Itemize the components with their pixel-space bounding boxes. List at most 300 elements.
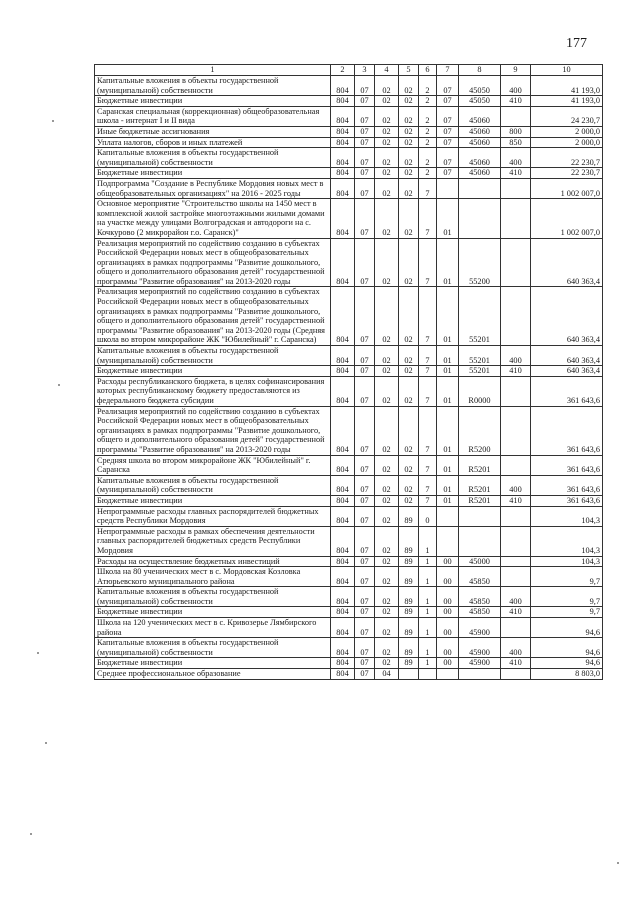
col-4: 02 [375,346,399,366]
col-9: 400 [501,638,531,658]
col-10-sum: 1 002 007,0 [531,178,603,198]
table-row [95,638,603,658]
col-5: 02 [399,346,419,366]
col-9 [501,526,531,556]
row-name: Реализация мероприятий по содействию созданию в субъектах Российской Федерации новых мест в общеобразовательных организациях в рамках подпрограммы "Развитие дошкольного, общего и дополнительного образования детей" государственной программы "Развитие образования" на 2013-2020 годы (Средняя школа во втором микрорайоне ЖК "Юбилейный" г. Саранска) [95,287,331,346]
col-8: 45050 [459,96,501,107]
col-7: 01 [437,475,459,495]
table-row [95,148,603,168]
col-9: 410 [501,607,531,618]
col-8: 45060 [459,148,501,168]
col-6: 1 [419,567,437,587]
row-name: Бюджетные инвестиции [95,495,331,506]
col-4: 02 [375,406,399,455]
row-name: Капитальные вложения в объекты государственной (муниципальной) собственности [95,475,331,495]
col-7 [437,526,459,556]
col-5: 02 [399,137,419,148]
col-2: 804 [331,137,355,148]
col-4: 02 [375,376,399,406]
row-name: Реализация мероприятий по содействию созданию в субъектах Российской Федерации новых мест в общеобразовательных организациях в рамках подпрограммы "Развитие дошкольного, общего и дополнительного образования детей" государственной программы "Развитие образования" на 2013-2020 годы [95,238,331,287]
col-7 [437,506,459,526]
col-8: 45060 [459,137,501,148]
col-10-sum: 1 002 007,0 [531,199,603,238]
col-9 [501,238,531,287]
col-10-sum: 104,3 [531,526,603,556]
col-10-sum: 640 363,4 [531,346,603,366]
col-3: 07 [355,607,375,618]
col-5: 02 [399,126,419,137]
table-row [95,658,603,669]
table-row [95,669,603,680]
col-10-sum: 9,7 [531,567,603,587]
col-3: 07 [355,346,375,366]
col-9 [501,199,531,238]
col-4: 02 [375,199,399,238]
table-row [95,366,603,377]
col-3: 07 [355,506,375,526]
col-2: 804 [331,587,355,607]
col-5: 89 [399,618,419,638]
col-6: 2 [419,96,437,107]
col-8: 45850 [459,587,501,607]
col-10-sum: 94,6 [531,658,603,669]
col-7: 00 [437,556,459,567]
col-6: 2 [419,76,437,96]
row-name: Расходы республиканского бюджета, в целях софинансирования которых республиканскому бюджету предоставляются из федерального бюджета субсидии [95,376,331,406]
table-row [95,137,603,148]
col-10-sum: 22 230,7 [531,168,603,179]
col-3: 07 [355,287,375,346]
table-row [95,495,603,506]
col-5: 02 [399,475,419,495]
scan-dot [30,833,32,835]
col-10-sum: 41 193,0 [531,96,603,107]
col-10-sum: 94,6 [531,638,603,658]
row-name: Капитальные вложения в объекты государственной (муниципальной) собственности [95,587,331,607]
table-body [95,76,603,680]
col-8: R5200 [459,406,501,455]
row-name: Капитальные вложения в объекты государственной (муниципальной) собственности [95,346,331,366]
table-row [95,587,603,607]
col-10-sum: 640 363,4 [531,238,603,287]
col-7: 00 [437,638,459,658]
col-3: 07 [355,669,375,680]
table-row [95,346,603,366]
col-6: 1 [419,658,437,669]
col-8 [459,506,501,526]
table-row [95,556,603,567]
col-7 [437,669,459,680]
col-2: 804 [331,287,355,346]
col-7: 07 [437,126,459,137]
col-3: 07 [355,106,375,126]
row-name: Бюджетные инвестиции [95,366,331,377]
scan-dot [45,742,47,744]
table-row [95,455,603,475]
col-4: 02 [375,126,399,137]
col-3: 07 [355,618,375,638]
row-name: Реализация мероприятий по содействию созданию в субъектах Российской Федерации новых мест в общеобразовательных организациях в рамках подпрограммы "Развитие дошкольного, общего и дополнительного образования детей" государственной программы "Развитие образования" на 2013-2020 годы [95,406,331,455]
col-10-sum: 9,7 [531,587,603,607]
col-6: 7 [419,406,437,455]
col-9 [501,618,531,638]
col-6: 0 [419,506,437,526]
col-4: 02 [375,495,399,506]
table-row [95,199,603,238]
col-9 [501,506,531,526]
col-6: 7 [419,346,437,366]
row-name: Бюджетные инвестиции [95,96,331,107]
col-6: 7 [419,178,437,198]
col-10-sum: 2 000,0 [531,126,603,137]
col-2: 804 [331,366,355,377]
row-name: Иные бюджетные ассигнования [95,126,331,137]
row-name: Бюджетные инвестиции [95,168,331,179]
col-4: 02 [375,506,399,526]
col-6: 7 [419,475,437,495]
col-7: 07 [437,96,459,107]
col-2: 804 [331,238,355,287]
table-row [95,238,603,287]
col-4: 02 [375,168,399,179]
row-name: Непрограммные расходы в рамках обеспечения деятельности главных распорядителей бюджетных средств Республики Мордовия [95,526,331,556]
table-row [95,607,603,618]
col-10-sum: 361 643,6 [531,406,603,455]
col-4: 02 [375,106,399,126]
col-9 [501,455,531,475]
table-row [95,287,603,346]
col-5: 02 [399,287,419,346]
col-3: 07 [355,168,375,179]
col-7: 07 [437,148,459,168]
col-6: 7 [419,199,437,238]
row-name: Среднее профессиональное образование [95,669,331,680]
table-row [95,178,603,198]
col-9: 410 [501,495,531,506]
col-4: 02 [375,567,399,587]
row-name: Бюджетные инвестиции [95,607,331,618]
col-10-sum: 22 230,7 [531,148,603,168]
col-9 [501,567,531,587]
col-6: 1 [419,607,437,618]
table-row [95,76,603,96]
col-9: 410 [501,168,531,179]
col-2: 804 [331,199,355,238]
row-name: Непрограммные расходы главных распорядителей бюджетных средств Республики Мордовия [95,506,331,526]
col-8: 45050 [459,76,501,96]
col-10-sum: 2 000,0 [531,137,603,148]
col-5: 89 [399,607,419,618]
col-6: 7 [419,238,437,287]
col-7: 01 [437,376,459,406]
scan-dot [617,862,619,864]
col-5: 02 [399,148,419,168]
col-8: 55201 [459,346,501,366]
row-name: Школа на 120 ученических мест в с. Кривозерье Лямбирского района [95,618,331,638]
col-9: 400 [501,475,531,495]
col-7: 00 [437,567,459,587]
col-2: 804 [331,567,355,587]
col-5: 02 [399,238,419,287]
col-3: 07 [355,137,375,148]
col-8: 45900 [459,638,501,658]
col-2: 804 [331,178,355,198]
row-name: Средняя школа во втором микрорайоне ЖК "Юбилейный" г. Саранска [95,455,331,475]
col-4: 02 [375,587,399,607]
col-9: 410 [501,658,531,669]
col-9: 410 [501,366,531,377]
col-10-sum: 640 363,4 [531,287,603,346]
col-8: 45000 [459,556,501,567]
col-2: 804 [331,638,355,658]
col-2: 804 [331,96,355,107]
col-3: 07 [355,638,375,658]
table-row [95,376,603,406]
col-8 [459,669,501,680]
col-9: 400 [501,148,531,168]
col-10-sum: 361 643,6 [531,455,603,475]
col-3: 07 [355,96,375,107]
col-7: 01 [437,346,459,366]
col-5: 02 [399,199,419,238]
col-3: 07 [355,556,375,567]
col-2: 804 [331,148,355,168]
col-3: 07 [355,526,375,556]
col-3: 07 [355,455,375,475]
col-6: 7 [419,366,437,377]
col-8 [459,199,501,238]
col-8: 45060 [459,126,501,137]
col-8: 55201 [459,287,501,346]
col-7: 07 [437,168,459,179]
scan-dot [52,120,54,122]
header-cell: 4 [375,65,399,76]
col-4: 02 [375,76,399,96]
col-10-sum: 41 193,0 [531,76,603,96]
col-10-sum: 361 643,6 [531,495,603,506]
table-row [95,406,603,455]
header-cell: 8 [459,65,501,76]
col-5: 02 [399,376,419,406]
table-row [95,618,603,638]
col-10-sum: 9,7 [531,607,603,618]
col-6: 1 [419,556,437,567]
col-8 [459,178,501,198]
col-4: 02 [375,366,399,377]
row-name: Капитальные вложения в объекты государственной (муниципальной) собственности [95,76,331,96]
col-2: 804 [331,495,355,506]
col-5: 02 [399,495,419,506]
col-8: 55200 [459,238,501,287]
col-9: 850 [501,137,531,148]
col-2: 804 [331,106,355,126]
col-4: 02 [375,148,399,168]
col-6: 1 [419,638,437,658]
row-name: Расходы на осуществление бюджетных инвестиций [95,556,331,567]
col-6: 2 [419,126,437,137]
col-5: 89 [399,567,419,587]
table-row [95,96,603,107]
col-6: 7 [419,376,437,406]
col-7: 00 [437,587,459,607]
col-2: 804 [331,506,355,526]
col-5: 89 [399,556,419,567]
col-4: 02 [375,475,399,495]
table-row [95,526,603,556]
col-3: 07 [355,366,375,377]
row-name: Капитальные вложения в объекты государственной (муниципальной) собственности [95,148,331,168]
row-name: Капитальные вложения в объекты государственной (муниципальной) собственности [95,638,331,658]
scan-dot [37,652,39,654]
row-name: Уплата налогов, сборов и иных платежей [95,137,331,148]
col-8: 45060 [459,106,501,126]
col-8: R5201 [459,495,501,506]
col-10-sum: 94,6 [531,618,603,638]
row-name: Школа на 80 ученических мест в с. Мордовская Козловка Атюрьевского муниципального района [95,567,331,587]
col-3: 07 [355,567,375,587]
col-3: 07 [355,199,375,238]
col-9 [501,287,531,346]
col-3: 07 [355,587,375,607]
col-2: 804 [331,658,355,669]
col-4: 02 [375,556,399,567]
table-row [95,106,603,126]
col-9 [501,376,531,406]
col-8: 45850 [459,607,501,618]
col-7: 01 [437,238,459,287]
col-9 [501,669,531,680]
col-6: 2 [419,148,437,168]
col-6: 7 [419,495,437,506]
col-7: 00 [437,658,459,669]
col-7 [437,178,459,198]
col-10-sum: 361 643,6 [531,475,603,495]
header-cell: 10 [531,65,603,76]
col-6 [419,669,437,680]
col-7: 01 [437,287,459,346]
col-9: 400 [501,587,531,607]
row-name: Подпрограмма "Создание в Республике Мордовия новых мест в общеобразовательных организациях" на 2016 - 2025 годы [95,178,331,198]
col-5: 89 [399,658,419,669]
col-10-sum: 24 230,7 [531,106,603,126]
col-2: 804 [331,607,355,618]
col-6: 2 [419,137,437,148]
col-8: R0000 [459,376,501,406]
col-5: 02 [399,168,419,179]
col-5: 02 [399,366,419,377]
header-cell: 1 [95,65,331,76]
col-2: 804 [331,376,355,406]
col-2: 804 [331,455,355,475]
col-2: 804 [331,346,355,366]
col-6: 2 [419,106,437,126]
col-3: 07 [355,178,375,198]
col-4: 02 [375,618,399,638]
col-8: 45900 [459,618,501,638]
col-7: 01 [437,455,459,475]
scan-dot [58,384,60,386]
header-cell: 3 [355,65,375,76]
col-5: 02 [399,76,419,96]
row-name: Бюджетные инвестиции [95,658,331,669]
col-3: 07 [355,376,375,406]
col-3: 07 [355,406,375,455]
col-4: 02 [375,137,399,148]
col-9 [501,556,531,567]
col-2: 804 [331,406,355,455]
col-4: 02 [375,638,399,658]
col-4: 02 [375,287,399,346]
col-2: 804 [331,126,355,137]
col-9 [501,106,531,126]
col-4: 02 [375,607,399,618]
col-8: 45900 [459,658,501,669]
table-row [95,567,603,587]
col-10-sum: 361 643,6 [531,376,603,406]
col-7: 07 [437,76,459,96]
col-3: 07 [355,475,375,495]
col-5: 02 [399,106,419,126]
col-2: 804 [331,475,355,495]
header-cell: 6 [419,65,437,76]
col-4: 02 [375,238,399,287]
col-4: 02 [375,178,399,198]
col-6: 2 [419,168,437,179]
budget-table [94,64,603,680]
col-6: 1 [419,618,437,638]
header-cell: 5 [399,65,419,76]
col-7: 01 [437,495,459,506]
col-3: 07 [355,148,375,168]
col-5: 89 [399,506,419,526]
header-cell: 2 [331,65,355,76]
header-cell: 7 [437,65,459,76]
col-6: 1 [419,526,437,556]
col-4: 02 [375,96,399,107]
col-2: 804 [331,556,355,567]
col-9 [501,406,531,455]
col-8 [459,526,501,556]
col-9: 800 [501,126,531,137]
col-2: 804 [331,669,355,680]
col-4: 02 [375,658,399,669]
col-5: 89 [399,587,419,607]
col-3: 07 [355,76,375,96]
col-9: 400 [501,76,531,96]
col-9 [501,178,531,198]
header-cell: 9 [501,65,531,76]
col-7: 01 [437,406,459,455]
col-10-sum: 640 363,4 [531,366,603,377]
col-8: 45060 [459,168,501,179]
col-7: 00 [437,618,459,638]
col-3: 07 [355,126,375,137]
col-8: R5201 [459,475,501,495]
table-row [95,168,603,179]
row-name: Саранская специальная (коррекционная) общеобразовательная школа - интернат I и II вида [95,106,331,126]
col-4: 02 [375,455,399,475]
col-9: 410 [501,96,531,107]
col-2: 804 [331,526,355,556]
col-6: 1 [419,587,437,607]
table-row [95,126,603,137]
table-row [95,506,603,526]
table-row [95,475,603,495]
col-3: 07 [355,658,375,669]
col-8: R5201 [459,455,501,475]
col-2: 804 [331,618,355,638]
col-6: 7 [419,287,437,346]
